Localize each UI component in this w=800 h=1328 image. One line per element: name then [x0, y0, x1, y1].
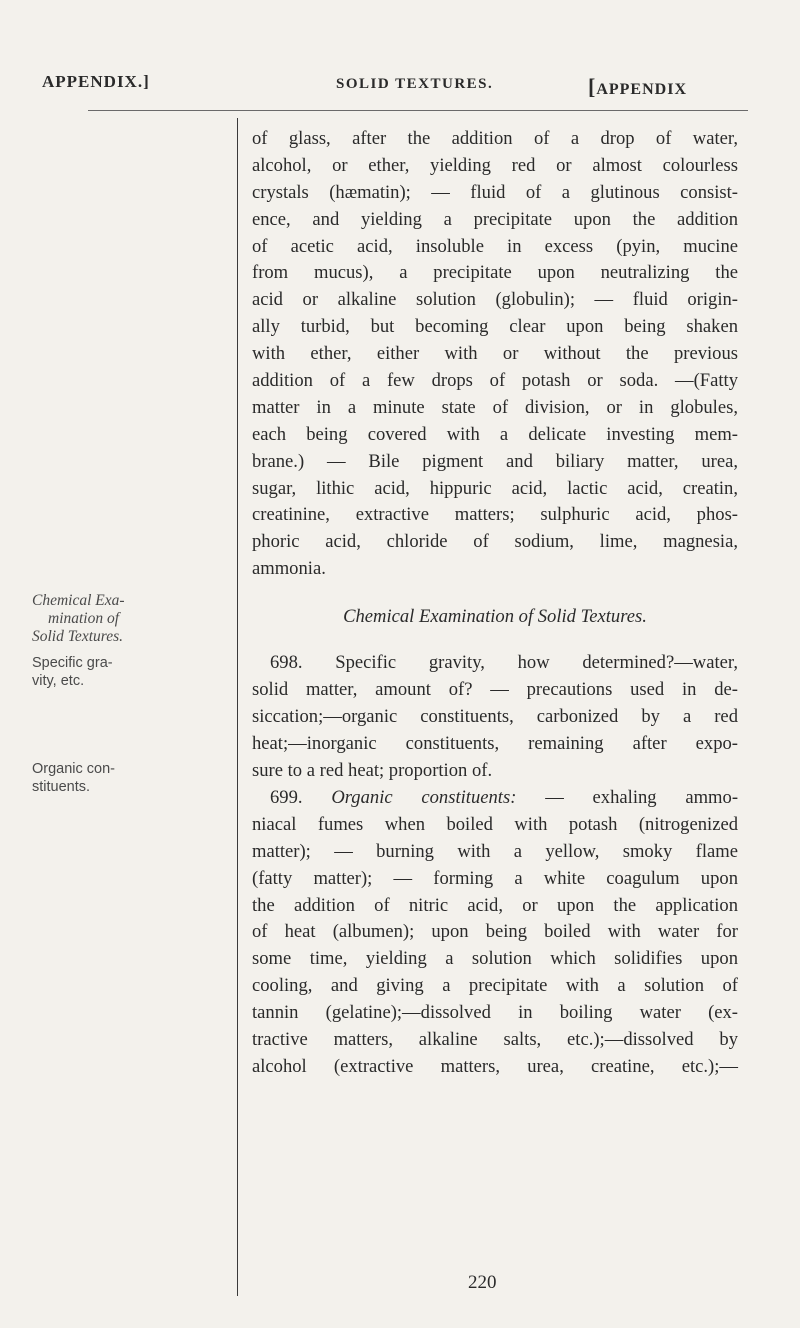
text-line: some time, yielding a solution which solidifies upon: [252, 948, 738, 970]
margin-note-line: mination of: [48, 610, 120, 627]
text-line: siccation;—organic constituents, carbonized by a red: [252, 705, 738, 727]
text-line: acid or alkaline solution (globulin); — fluid origin-: [252, 289, 738, 311]
top-paragraph: [252, 126, 738, 583]
text-line-last: ammonia.: [252, 558, 326, 580]
text-line: 698. Specific gravity, how determined?—water,: [270, 652, 738, 673]
margin-divider: [237, 118, 238, 1296]
text-line: the addition of nitric acid, or upon the application: [252, 894, 738, 916]
page-number-text: 220: [468, 1272, 497, 1293]
text-line-lead: [252, 785, 738, 812]
running-header: [0, 72, 800, 100]
text-line: creatinine, extractive matters; sulphuric acid, phos-: [252, 504, 738, 526]
header-left: APPENDIX.]: [42, 72, 150, 91]
margin-note-line: Solid Textures.: [32, 628, 123, 645]
text-line: from mucus), a precipitate upon neutralizing the: [252, 262, 738, 284]
margin-note-line: Organic con-: [32, 761, 116, 777]
header-title: SOLID TEXTURES.: [336, 76, 494, 92]
text-line: matter); — burning with a yellow, smoky flame: [252, 840, 738, 862]
paragraph-number: 699.: [270, 787, 303, 808]
text-line: brane.) — Bile pigment and biliary matter, urea,: [252, 450, 738, 472]
text-line: ence, and yielding a precipitate upon the addition: [252, 208, 738, 230]
italic-term: Organic constituents:: [331, 787, 517, 808]
text-line: heat;—inorganic constituents, remaining after expo-: [252, 732, 738, 754]
text-line: matter in a minute state of division, or in globules,: [252, 396, 738, 418]
text-line: solid matter, amount of? — precautions used in de-: [252, 678, 738, 700]
text-line: (fatty matter); — forming a white coagulum upon: [252, 867, 738, 889]
section-heading: Chemical Examination of Solid Textures.: [343, 606, 647, 627]
text-line: of acetic acid, insoluble in excess (pyin, mucine: [252, 235, 738, 257]
text-line: phoric acid, chloride of sodium, lime, magnesia,: [252, 531, 738, 553]
lead-rest: — exhaling ammo-: [545, 787, 739, 808]
margin-note-specific-gravity: [32, 654, 232, 690]
text-line: tannin (gelatine);—dissolved in boiling water (ex-: [252, 1002, 738, 1024]
text-line: sugar, lithic acid, hippuric acid, lactic acid, creatin,: [252, 477, 738, 499]
text-line: cooling, and giving a precipitate with a solution of: [252, 975, 738, 997]
header-right: [588, 74, 687, 100]
text-line: alcohol, or ether, yielding red or almost colourless: [252, 154, 738, 176]
margin-note-line: Specific gra-: [32, 655, 113, 671]
paragraph-698: [252, 650, 738, 784]
text-line-last: sure to a red heat; proportion of.: [252, 759, 493, 781]
margin-note-organic-constituents: [32, 760, 232, 796]
margin-note-line: Chemical Exa-: [32, 592, 125, 609]
header-right-label: APPENDIX: [596, 81, 687, 98]
text-line: each being covered with a delicate investing mem-: [252, 423, 738, 445]
text-line: with ether, either with or without the previous: [252, 343, 738, 365]
header-bracket: [: [588, 74, 597, 99]
text-line: ally turbid, but becoming clear upon being shaken: [252, 316, 738, 338]
margin-note-chemical-examination: [32, 592, 232, 646]
text-line: of heat (albumen); upon being boiled with water for: [252, 921, 738, 943]
text-line: of glass, after the addition of a drop of water,: [252, 128, 738, 149]
paragraph-699: [252, 785, 738, 1081]
text-line: tractive matters, alkaline salts, etc.);—dissolved by: [252, 1029, 738, 1051]
text-line: alcohol (extractive matters, urea, creatine, etc.);—: [252, 1055, 738, 1077]
header-rule: [88, 110, 748, 111]
text-line: crystals (hæmatin); — fluid of a glutinous consist-: [252, 181, 738, 203]
text-line: addition of a few drops of potash or soda. —(Fatty: [252, 370, 738, 392]
margin-note-line: vity, etc.: [32, 673, 85, 689]
text-line: niacal fumes when boiled with potash (nitrogenized: [252, 813, 738, 835]
margin-note-line: stituents.: [32, 779, 91, 795]
